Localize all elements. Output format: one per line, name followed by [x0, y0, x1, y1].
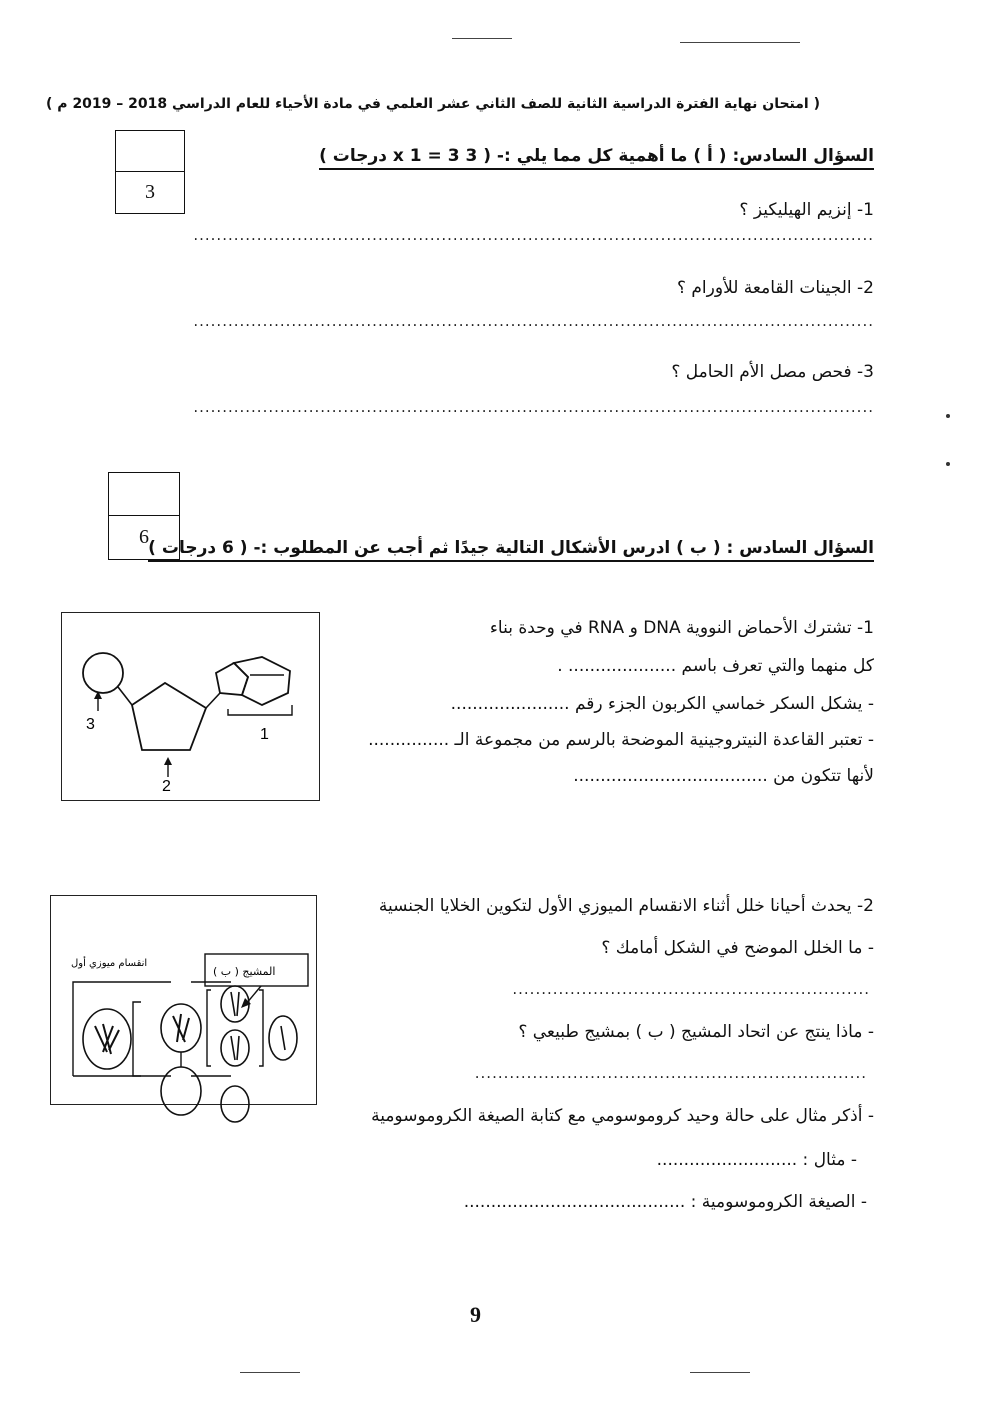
arrow-2-head — [164, 757, 172, 765]
part-a-item-1: 1- إنزيم الهيليكيز ؟ — [739, 200, 874, 220]
meiosis-label: انقسام ميوزي أول — [71, 958, 148, 969]
part-b-title: السؤال السادس : ( ب ) ادرس الأشكال التالية جيدًا ثم أجب عن المطلوب :- ( 6 درجات ) — [148, 538, 874, 562]
phosphate-circle — [83, 653, 123, 693]
q1-line-1: 1- تشترك الأحماض النووية DNA و RNA في وحدة بناء — [489, 618, 874, 638]
nucleotide-diagram — [62, 613, 319, 800]
figure-label-3: 3 — [86, 716, 95, 733]
bracket-parent — [133, 1002, 141, 1076]
gamete-empty-1 — [221, 1086, 249, 1122]
part-a-title: السؤال السادس: ( أ ) ما أهمية كل مما يلي :- ( 3 x 1 = 3 درجات ) — [319, 146, 874, 170]
q2-line-6: - الصيغة الكروموسومية : ......................................... — [463, 1192, 867, 1212]
margin-dot — [946, 414, 950, 418]
q2-line-3: - ماذا ينتج عن اتحاد المشيج ( ب ) بمشيج طبيعي ؟ — [518, 1022, 874, 1042]
meiosis-figure — [50, 895, 317, 1105]
part-a-item-3: 3- فحص مصل الأم الحامل ؟ — [671, 362, 874, 382]
answer-line-q2-2: .................................................................... — [474, 1064, 867, 1082]
bracket-1 — [228, 705, 292, 715]
score-box-blank — [109, 473, 179, 516]
q1-line-5: لأنها تتكون من .................................... — [573, 766, 874, 786]
nucleotide-figure — [61, 612, 320, 801]
daughter-cell-bottom — [161, 1067, 201, 1115]
figure-label-2: 2 — [162, 778, 171, 795]
scan-artifact-bottom-right — [690, 1372, 750, 1373]
gamete-label: المشيج ( ب ) — [213, 965, 276, 978]
q2-line-5: - مثال : .......................... — [656, 1150, 857, 1170]
score-box-blank — [116, 131, 184, 172]
scan-artifact-top — [452, 38, 512, 39]
score-box-value: 6 — [139, 526, 149, 548]
phosphate-bond — [118, 687, 132, 705]
answer-line-a2: ...................................................................................................................... — [193, 312, 874, 330]
q2-line-2: - ما الخلل الموضح في الشكل أمامك ؟ — [601, 938, 874, 958]
q1-line-4: - تعتبر القاعدة النيتروجينية الموضحة بالرسم من مجموعة الـ ............... — [368, 730, 874, 750]
gamete-b1-chromosomes — [231, 992, 239, 1016]
figure-label-1: 1 — [260, 726, 269, 743]
gamete-b2-chromosomes — [231, 1036, 239, 1060]
q2-line-4: - أذكر مثال على حالة وحيد كروموسومي مع كتابة الصيغة الكروموسومية — [371, 1106, 874, 1126]
q2-line-1: 2- يحدث أحيانا خلل أثناء الانقسام الميوزي الأول لتكوين الخلايا الجنسية — [378, 896, 874, 916]
exam-header: ( امتحان نهاية الفترة الدراسية الثانية للصف الثاني عشر العلمي في مادة الأحياء للعام الدراسي 2018 – 2019 م ) — [46, 96, 820, 112]
q1-line-3: - يشكل السكر خماسي الكربون الجزء رقم ...................... — [450, 694, 874, 714]
gamete-b2 — [221, 1030, 249, 1066]
score-box-part-a — [115, 130, 185, 214]
answer-line-a1: ...................................................................................................................... — [193, 226, 874, 244]
meiosis-diagram — [51, 896, 316, 1104]
page-number: 9 — [470, 1302, 481, 1327]
daughter-chromosomes — [173, 1014, 189, 1042]
part-a-item-2: 2- الجينات القامعة للأورام ؟ — [676, 278, 874, 298]
parent-chromosomes — [95, 1024, 119, 1054]
answer-line-a3: ...................................................................................................................... — [193, 398, 874, 416]
margin-dot — [946, 462, 950, 466]
scan-artifact-bottom-left — [240, 1372, 300, 1373]
base-ring-large — [234, 657, 290, 705]
q1-line-2: كل منهما والتي تعرف باسم .................... . — [557, 656, 874, 676]
base-bond — [206, 693, 220, 708]
scan-artifact-top-right — [680, 42, 800, 43]
daughter-cell-top — [161, 1004, 201, 1052]
side-gamete-chromosome — [281, 1026, 285, 1050]
bracket-gametes — [207, 990, 263, 1066]
answer-line-q2-1: .............................................................. — [512, 980, 870, 998]
score-box-value: 3 — [145, 181, 155, 203]
sugar-pentagon — [132, 683, 206, 750]
